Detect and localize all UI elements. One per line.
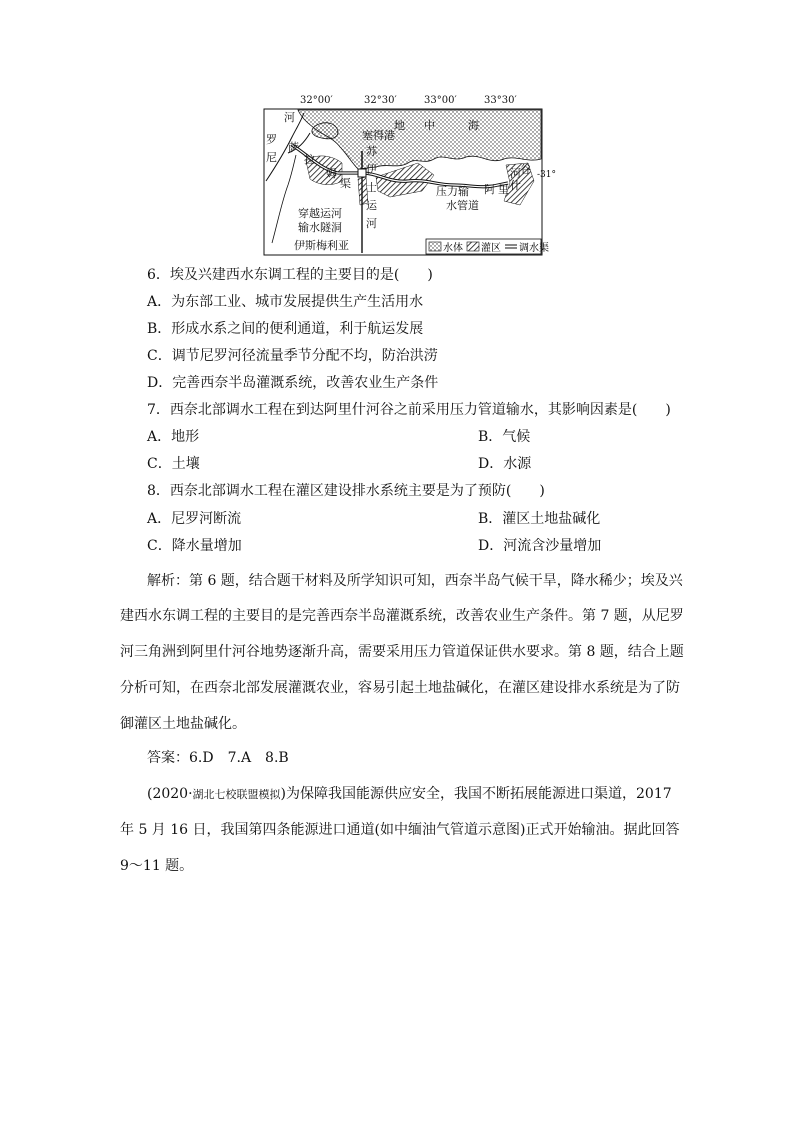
arish-label: 什 [510,179,521,192]
nile-label: 尼 [266,151,277,164]
legend-irrigation-label: 灌区 [481,243,501,254]
latitude-label: -31° [537,170,556,180]
question-8-option-a: A．尼罗河断流 [147,511,242,527]
suez-label: 运 [366,199,377,212]
question-8-option-b: B．灌区土地盐碱化 [478,511,601,527]
map-legend [426,239,549,254]
pipeline-label: 压力输 [436,185,469,198]
suez-label: 苏 [366,145,377,158]
tunnel-label: 输水隧洞 [298,221,342,234]
coord-label: 33°30′ [484,95,517,106]
legend-irrigation-swatch [467,242,479,251]
question-8-stem: 8．西奈北部调水工程在灌区建设排水系统主要是为了预防( ) [147,483,545,499]
canal-label: 渠 [340,177,351,190]
question-6-option-d: D．完善西奈半岛灌溉系统，改善农业生产条件 [147,375,439,391]
pipeline-label: 水管道 [446,199,479,212]
question-6-option-a: A．为东部工业、城市发展提供生产生活用水 [147,294,424,310]
legend-water-label: 水体 [443,243,463,254]
suez-label: 士 [366,181,377,194]
coord-label: 32°00′ [300,95,333,106]
question-7-option-d: D．水源 [478,456,532,472]
question-8-option-d: D．河流含沙量增加 [478,538,602,554]
analysis-line: 河三角洲到阿里什河谷地势逐渐升高，需要采用压力管道保证供水要求。第 8 题，结合上题 [120,644,684,660]
tunnel-label: 穿越运河 [298,207,342,220]
coord-label: 32°30′ [364,95,397,106]
nile-label: 河 [284,111,295,124]
canal-label: 拉 [304,153,315,166]
question-7-stem: 7．西奈北部调水工程在到达阿里什河谷之前采用压力管道输水，其影响因素是( ) [147,402,671,418]
question-6-stem: 6．埃及兴建西水东调工程的主要目的是( ) [147,267,433,283]
source-open: (2020· [147,786,193,802]
tunnel-marker [358,169,366,177]
answer-line: 答案：6.D 7.A 8.B [147,750,289,766]
arish-label: 里 [498,183,509,196]
legend-canal-label: 调水渠 [519,243,549,254]
next-passage-line1 [147,783,672,803]
question-6-option-c: C．调节尼罗河径流量季节分配不均，防治洪涝 [147,348,438,364]
arish-label: 河 [510,167,521,180]
question-8-option-c: C．降水量增加 [147,538,242,554]
suez-label: 伊 [366,163,377,176]
passage-text: )为保障我国能源供应安全，我国不断拓展能源进口渠道，2017 [280,786,672,802]
question-6-option-b: B．形成水系之间的便利通道，利于航运发展 [147,321,424,337]
next-passage-line2: 年 5 月 16 日，我国第四条能源进口通道(如中缅油气管道示意图)正式开始输油。据此回答 [120,822,680,838]
arish-label: 谷 [520,163,531,176]
canal-label: 萨 [288,141,299,154]
analysis-line: 建西水东调工程的主要目的是完善西奈半岛灌溉系统，改善农业生产条件。第 7 题，从尼罗 [120,608,684,624]
analysis-line: 解析：第 6 题，结合题干材料及所学知识可知，西奈半岛气候干旱，降水稀少；埃及兴 [147,573,683,589]
suez-label: 河 [366,217,377,230]
map-figure [258,93,556,257]
next-passage-line3: 9～11 题。 [120,858,194,874]
coord-label: 33°00′ [424,95,457,106]
question-7-option-b: B．气候 [478,429,531,445]
nile-label: 罗 [266,133,277,146]
question-7-option-a: A．地形 [147,429,200,445]
canal-label: 姆 [326,167,337,180]
sea-label: 地 [394,119,405,132]
analysis-line: 分析可知，在西奈北部发展灌溉农业，容易引起土地盐碱化，在灌区建设排水系统是为了防 [120,680,680,696]
sea-label: 海 [468,119,479,132]
question-7-option-c: C．土壤 [147,456,200,472]
legend-water-swatch [429,242,441,251]
analysis-line: 御灌区土地盐碱化。 [120,716,246,732]
ismailia-label: 伊斯梅利亚 [294,239,349,252]
port-label: 塞得港 [362,129,395,142]
source-name: 湖北七校联盟模拟 [192,788,281,801]
sea-label: 中 [424,119,435,132]
arish-label: 阿 [484,183,495,196]
